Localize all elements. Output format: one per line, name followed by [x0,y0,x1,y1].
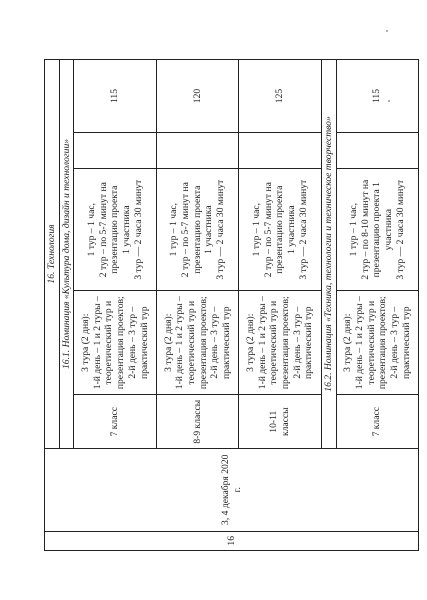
date-cell: 3, 4 декабря 2020 г. [45,448,419,531]
olympiad-schedule-table [44,59,419,551]
score-cell: 125 [239,60,321,133]
class-cell: 10-11 классы [239,395,321,448]
score-cell: 115 [74,60,156,133]
tours-cell: 3 тура (2 дня): 1-й день – 1 и 2 туры – теоретический тур и презентация проектов; 2-й день – 3 тур – практический тур [239,290,321,395]
tours-cell: 3 тура (2 дня): 1-й день – 1 и 2 туры – теоретический тур и презентация проектов; 2-й день – 3 тур – практический тур [74,290,156,395]
nomination-title: 16.1. Номинация «Культура дома, дизайн и технологии» [59,60,74,449]
empty-cell [74,132,156,168]
class-cell: 7 класс [74,395,156,448]
subject-header: 16. Технология [45,60,60,449]
score-cell: 120 [156,60,238,133]
score-cell: 115 [336,60,418,133]
empty-cell [336,132,418,168]
class-cell: 8-9 классы [156,395,238,448]
description-cell: 1 тур – 1 час, 2 тур – по 8-10 минут на презентацию проекта 1 участника 3 тур — 2 часа 30 минут [336,169,418,291]
tours-cell: 3 тура (2 дня): 1-й день – 1 и 2 туры – теоретический тур и презентация проектов; 2-й день – 3 тур – практический тур [156,290,238,395]
nomination-title: 16.2. Номинация «Техника, технологии и техническое творчество» [321,60,336,449]
description-cell: 1 тур – 1 час, 2 тур – по 5-7 минут на презентацию проекта 1 участника 3 тур — 2 часа 30 минут [239,169,321,291]
empty-cell [239,132,321,168]
class-cell: 7 класс [336,395,418,448]
scan-artifact [386,30,388,32]
rotated-page-content [44,59,419,551]
tours-cell: 3 тура (2 дня): 1-й день – 1 и 2 туры – теоретический тур и презентация проектов; 2-й день – 3 тур – практический тур [336,290,418,395]
scan-artifact [388,100,390,102]
empty-cell [156,132,238,168]
row-number-cell: 16 [45,531,419,550]
description-cell: 1 тур – 1 час, 2 тур – по 5-7 минут на презентацию проекта 1 участника 3 тур — 2 часа 30 минут [156,169,238,291]
subject-header-row [45,60,60,551]
description-cell: 1 тур – 1 час, 2 тур – по 5-7 минут на презентацию проекта 1 участника 3 тур — 2 часа 30 минут [74,169,156,291]
